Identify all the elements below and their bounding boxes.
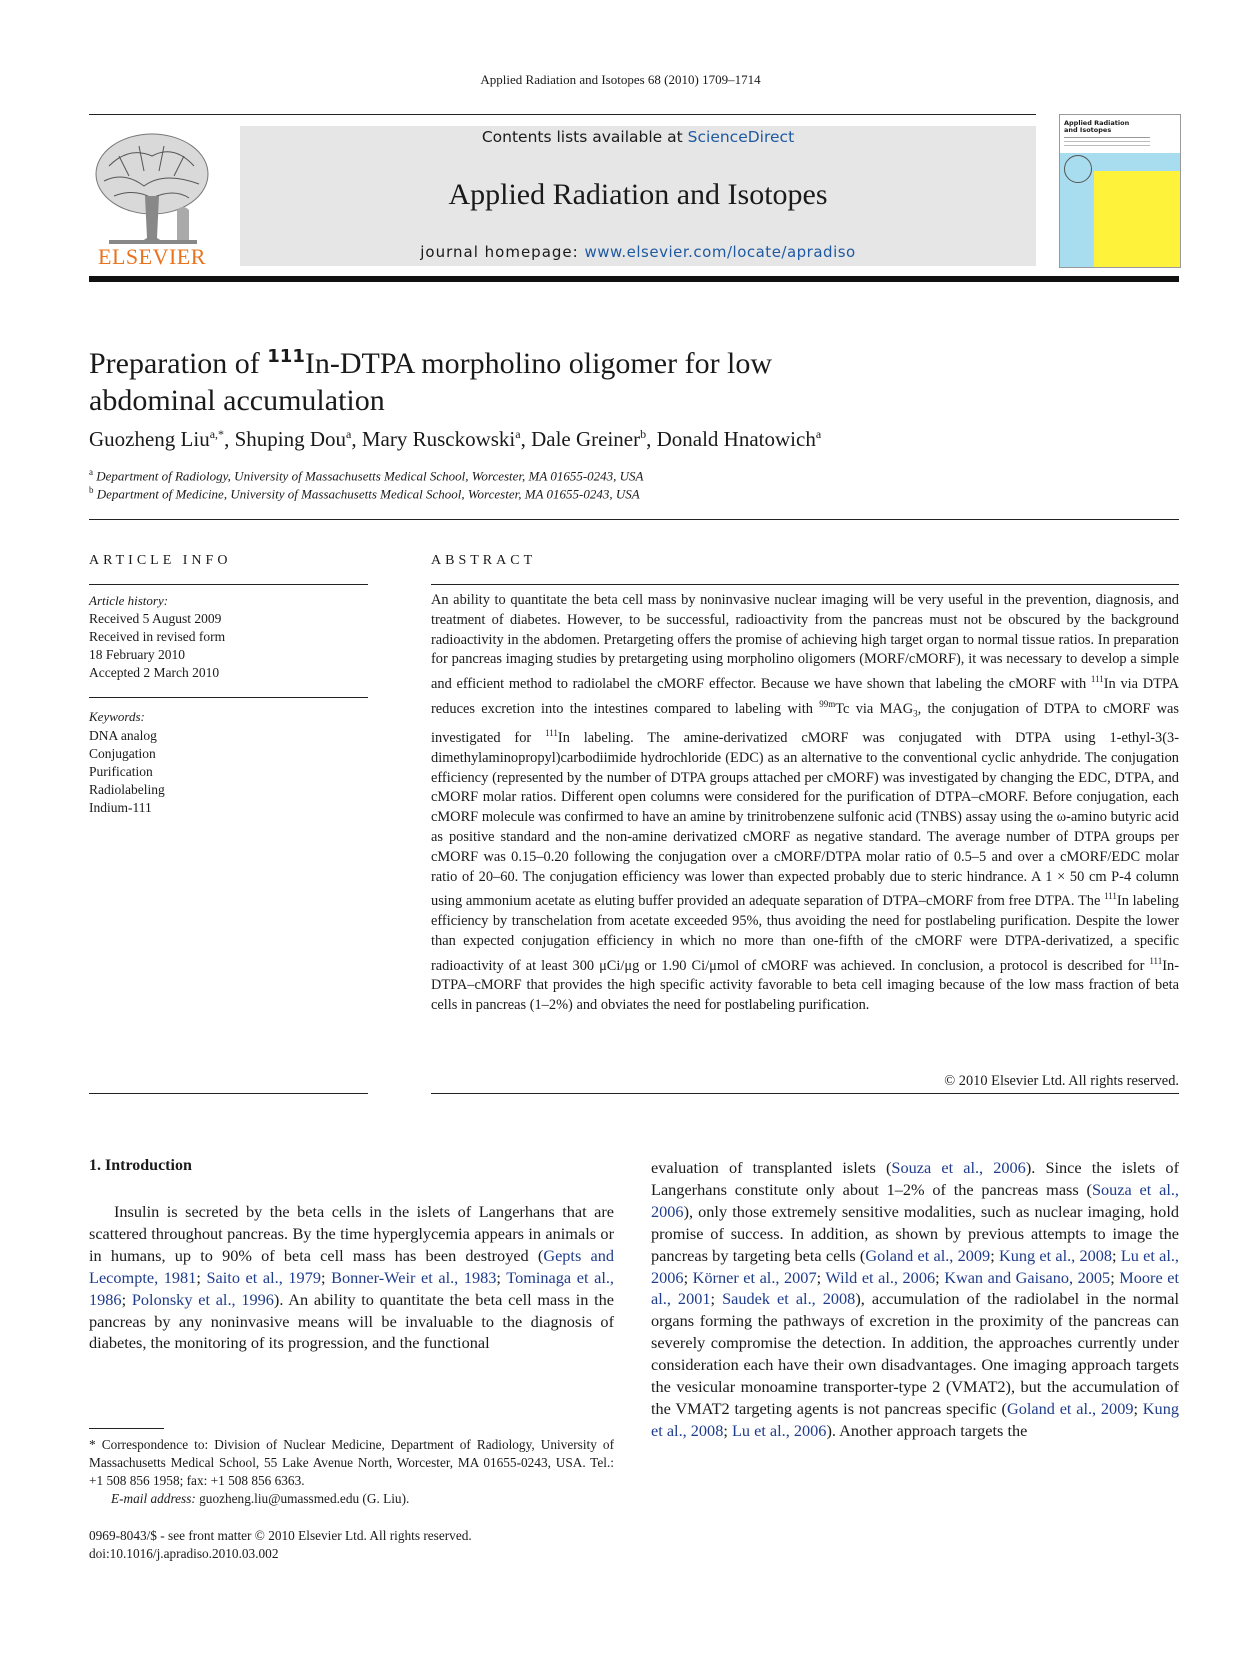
body-text-run: ; bbox=[496, 1267, 507, 1287]
article-info-rule bbox=[89, 584, 368, 585]
cover-title: Applied Radiation and Isotopes bbox=[1064, 119, 1130, 134]
citation-link[interactable]: Goland et al., 2009 bbox=[1006, 1398, 1134, 1418]
body-text-run: ; bbox=[1133, 1398, 1143, 1418]
affiliation-text: Department of Medicine, University of Massachusetts Medical School, Worcester, MA 01655-0243, USA bbox=[96, 486, 640, 502]
body-text-run: ; bbox=[196, 1267, 207, 1287]
citation-link[interactable]: Bonner-Weir et al., 1983 bbox=[331, 1267, 497, 1287]
masthead-thick-rule bbox=[89, 276, 1179, 282]
abstract-text-run: In labeling efficiency by transchelation from acetate exceeded 95%, thus avoiding the need for postlabeling purification. Despite the lower than expected conjugation efficiency in which no more than one-fifth of the cMORF were DTPA-derivatized, a specific radioactivity of at least 300 μCi/μg or 1.90 Ci/μmol of cMORF was achieved. In conclusion, a protocol is described for bbox=[431, 893, 1179, 974]
subscript: 3 bbox=[913, 708, 918, 719]
isotope-superscript: 111 bbox=[545, 728, 558, 739]
section-heading-introduction: 1. Introduction bbox=[89, 1157, 192, 1174]
affiliation-mark: b bbox=[89, 485, 94, 495]
citation-link[interactable]: Gepts and Lecompte, 1981 bbox=[89, 1245, 614, 1287]
body-text-run: ). Another approach targets the bbox=[826, 1420, 1028, 1440]
citation-link[interactable]: Moore et al., 2001 bbox=[651, 1267, 1179, 1309]
body-text-run: ; bbox=[723, 1420, 732, 1440]
body-text-run: evaluation of transplanted islets ( bbox=[651, 1158, 892, 1177]
affiliation-text: Department of Radiology, University of Massachusetts Medical School, Worcester, MA 01655-0243, USA bbox=[96, 468, 644, 484]
citation-link[interactable]: Wild et al., 2006 bbox=[825, 1267, 936, 1287]
abstract-text-run: In-DTPA–cMORF that provides the high specific activity favorable to beta cell imaging because of the low mass fraction of beta cells in pancreas (1–2%) and obviates the need for postlabeling purification. bbox=[431, 957, 1179, 1013]
author[interactable]: Shuping Dou bbox=[234, 427, 346, 451]
abstract-text-run: In labeling. The amine-derivatized cMORF was conjugated with DTPA using 1-ethyl-3(3-dimethylaminopropyl)carbodiimide hydrochloride (EDC) as an alternative to the conventional cyclic anhydride. The conjugation efficiency (represented by the number of DTPA groups attached per cMORF) was investigated by changing the EDC, DTPA, and cMORF molar ratios. Different open columns were considered for the purification of DTPA–cMORF. Before conjugation, each cMORF molecule was confirmed to have an amine by trinitrobenzene sulfonic acid (TNBS) assay using the ω-amino butyric acid as positive standard and the non-amine derivatized cMORF as negative standard. The average number of DTPA groups per cMORF was 0.15–0.20 following the conjugation over a cMORF/DTPA molar ratio of 0.5–5 and over a cMORF/EDC molar ratio of 20–60. The conjugation efficiency was lower than expected probably due to steric hindrance. A 1 × 50 cm P-4 column using ammonium acetate as eluting buffer provided an adequate separation of DTPA–cMORF from free DTPA. The bbox=[431, 730, 1179, 910]
affiliation bbox=[89, 467, 644, 484]
author-list: Guozheng Liu$^{a,*}$, Shuping Dou$^a$, Mary Rusckowski$^a$, Dale Greiner$^b$, Donald Hnatowich$^a$ bbox=[89, 427, 822, 451]
history-line: Accepted 2 March 2010 bbox=[89, 665, 220, 680]
homepage-prefix: journal homepage: bbox=[420, 243, 585, 261]
introduction-column-left bbox=[89, 1201, 614, 1354]
body-text-run: ; bbox=[121, 1289, 132, 1309]
affiliation bbox=[89, 485, 640, 502]
homepage-link[interactable]: www.elsevier.com/locate/apradiso bbox=[584, 243, 856, 261]
abstract-copyright: © 2010 Elsevier Ltd. All rights reserved. bbox=[944, 1073, 1179, 1089]
author-affil-mark: a bbox=[346, 427, 352, 441]
body-text-run: ; bbox=[683, 1267, 693, 1287]
footnote-text: Correspondence to: Division of Nuclear Medicine, Department of Radiology, University of Massachusetts Medical School, 55 Lake Avenue North, Worcester, MA 01655-0243, USA. Tel.: +1 508 856 1958; fax: +1 508 856 6363. bbox=[89, 1437, 614, 1488]
cover-cyan-strip bbox=[1060, 171, 1094, 267]
contents-prefix: Contents lists available at bbox=[481, 128, 688, 146]
citation-link[interactable]: Tominaga et al., 1986 bbox=[89, 1267, 614, 1309]
author[interactable]: Donald Hnatowich bbox=[656, 427, 816, 451]
citation-link[interactable]: Saudek et al., 2008 bbox=[722, 1289, 856, 1309]
isotope-superscript: 111 bbox=[1090, 674, 1104, 685]
article-info-rule bbox=[89, 697, 368, 698]
keyword: Purification bbox=[89, 764, 153, 779]
isotope-superscript: 99m bbox=[819, 698, 836, 709]
author[interactable]: Mary Rusckowski bbox=[361, 427, 516, 451]
citation-link[interactable]: Souza et al., 2006 bbox=[651, 1179, 1179, 1221]
abstract-body bbox=[431, 591, 1179, 1016]
body-text-run: ; bbox=[1110, 1267, 1120, 1287]
citation-link[interactable]: Kwan and Gaisano, 2005 bbox=[944, 1267, 1111, 1287]
footnote-mark: * bbox=[89, 1437, 96, 1452]
history-label: Article history: bbox=[89, 593, 169, 608]
email-address[interactable]: guozheng.liu@umassmed.edu (G. Liu). bbox=[195, 1491, 410, 1506]
citation-link[interactable]: Polonsky et al., 1996 bbox=[131, 1289, 274, 1309]
body-text-run: ). Since the islets of Langerhans constitute only about 1–2% of the pancreas mass ( bbox=[651, 1158, 1179, 1199]
article-title bbox=[89, 338, 889, 419]
cover-yellow-panel bbox=[1094, 171, 1180, 267]
abstract-text-run: Tc via MAG bbox=[835, 700, 914, 717]
body-text-run: Insulin is secreted by the beta cells in the islets of Langerhans that are scattered throughout pancreas. By the time hyperglycemia appears in animals or in humans, up to 90% of beta cell mass has been destroyed ( bbox=[89, 1202, 614, 1265]
title-block-rule bbox=[89, 519, 1179, 520]
article-info-rule bbox=[89, 1093, 368, 1094]
abstract-text-run: An ability to quantitate the beta cell mass by noninvasive nuclear imaging will be very useful in the prevention, diagnosis, and treatment of diabetes. However, to be successful, radioactivity from the pancreas must not be obscured by the background radioactivity in the abdomen. Pretargeting offers the promise of achieving high target organ to normal tissue ratios. In preparation for pancreas imaging studies by pretargeting using morpholino oligomers (MORF/cMORF), it was necessary to develop a simple and efficient method to radiolabel the cMORF effector. Because we have shown that labeling the cMORF with bbox=[431, 592, 1179, 692]
issn-line: 0969-8043/$ - see front matter © 2010 Elsevier Ltd. All rights reserved. bbox=[89, 1528, 472, 1543]
abstract-text-run: In via DTPA reduces excretion into the intestines compared to labeling with bbox=[431, 675, 1179, 717]
isotope-superscript: 111 bbox=[1104, 891, 1117, 902]
citation-link[interactable]: Lu et al., 2006 bbox=[731, 1420, 827, 1440]
abstract-rule bbox=[431, 1093, 1179, 1094]
footnote-rule bbox=[89, 1428, 164, 1429]
title-rest: In-DTPA morpholino oligomer for low abdominal accumulation bbox=[89, 347, 773, 417]
cover-atom-icon bbox=[1064, 155, 1092, 183]
running-head: Applied Radiation and Isotopes 68 (2010) 1709–1714 bbox=[480, 72, 761, 87]
body-text-run: ; bbox=[816, 1267, 826, 1287]
citation-link[interactable]: Körner et al., 2007 bbox=[692, 1267, 817, 1287]
keyword: Indium-111 bbox=[89, 800, 152, 815]
title-superscript: 111 bbox=[267, 346, 305, 367]
abstract-rule bbox=[431, 584, 1179, 585]
abstract-text-run: , the conjugation of DTPA to cMORF was investigated for bbox=[431, 700, 1179, 747]
correspondence-footnote bbox=[89, 1436, 614, 1508]
introduction-column-right bbox=[651, 1157, 1179, 1442]
title-prefix: Preparation of bbox=[89, 347, 268, 380]
author[interactable]: Guozheng Liu bbox=[89, 427, 210, 451]
citation-link[interactable]: Souza et al., 2006 bbox=[891, 1158, 1026, 1177]
keyword: Radiolabeling bbox=[89, 782, 165, 797]
homepage-line bbox=[240, 243, 1036, 261]
keyword: Conjugation bbox=[89, 746, 156, 761]
article-info-heading: ARTICLE INFO bbox=[89, 553, 232, 568]
journal-cover-thumbnail bbox=[1059, 114, 1181, 268]
body-text-run: ), accumulation of the radiolabel in the normal organs forming the pathways of excretion in the proximity of the pancreas can severely compromise the detection. In addition, the approaches currently under consideration each have their own disadvantages. One imaging approach targets the vesicular monoamine transporter-type 2 (VMAT2), but the accumulation of the VMAT2 targeting agents is not pancreas specific ( bbox=[651, 1289, 1179, 1418]
body-text-run: ; bbox=[990, 1245, 999, 1265]
front-matter bbox=[89, 1527, 472, 1563]
abstract-heading: ABSTRACT bbox=[431, 553, 537, 568]
doi-link[interactable]: doi:10.1016/j.apradiso.2010.03.002 bbox=[89, 1546, 279, 1561]
author-affil-mark: a bbox=[515, 427, 521, 441]
top-rule bbox=[89, 114, 1036, 115]
citation-link[interactable]: Goland et al., 2009 bbox=[865, 1245, 991, 1265]
journal-name: Applied Radiation and Isotopes bbox=[448, 178, 828, 211]
body-text-run: ; bbox=[710, 1289, 723, 1309]
isotope-superscript: 111 bbox=[1149, 955, 1163, 966]
sciencedirect-link[interactable]: ScienceDirect bbox=[687, 128, 795, 146]
citation-link[interactable]: Kung et al., 2008 bbox=[651, 1398, 1179, 1440]
author[interactable]: Dale Greiner bbox=[531, 427, 641, 451]
history-line: Received in revised form bbox=[89, 629, 226, 644]
keywords-label: Keywords: bbox=[89, 709, 145, 724]
history-line: Received 5 August 2009 bbox=[89, 611, 222, 626]
author-affil-mark: b bbox=[640, 427, 647, 441]
citation-link[interactable]: Kung et al., 2008 bbox=[998, 1245, 1113, 1265]
affiliation-mark: a bbox=[89, 467, 93, 477]
author-affil-mark: a,* bbox=[209, 427, 225, 441]
body-text-run: ). An ability to quantitate the beta cell mass in the pancreas by any noninvasive means will be invaluable to the diagnosis of diabetes, the monitoring of its progression, and the functional bbox=[89, 1289, 614, 1353]
body-text-run: ; bbox=[1112, 1245, 1121, 1265]
keyword: DNA analog bbox=[89, 728, 157, 743]
citation-link[interactable]: Saito et al., 1979 bbox=[206, 1267, 321, 1287]
history-line: 18 February 2010 bbox=[89, 647, 185, 662]
body-text-run: ; bbox=[320, 1267, 332, 1287]
author-affil-mark: a bbox=[815, 427, 822, 441]
body-text-run: ; bbox=[935, 1267, 945, 1287]
body-text-run: ), only those extremely sensitive modalities, such as nuclear imaging, hold promise of success. In addition, as shown by previous attempts to image the pancreas by targeting beta cells ( bbox=[651, 1201, 1179, 1265]
citation-link[interactable]: Lu et al., 2006 bbox=[651, 1245, 1180, 1287]
publisher-wordmark: ELSEVIER bbox=[98, 244, 206, 269]
email-label: E-mail address: bbox=[111, 1491, 196, 1506]
contents-line bbox=[240, 128, 1036, 146]
